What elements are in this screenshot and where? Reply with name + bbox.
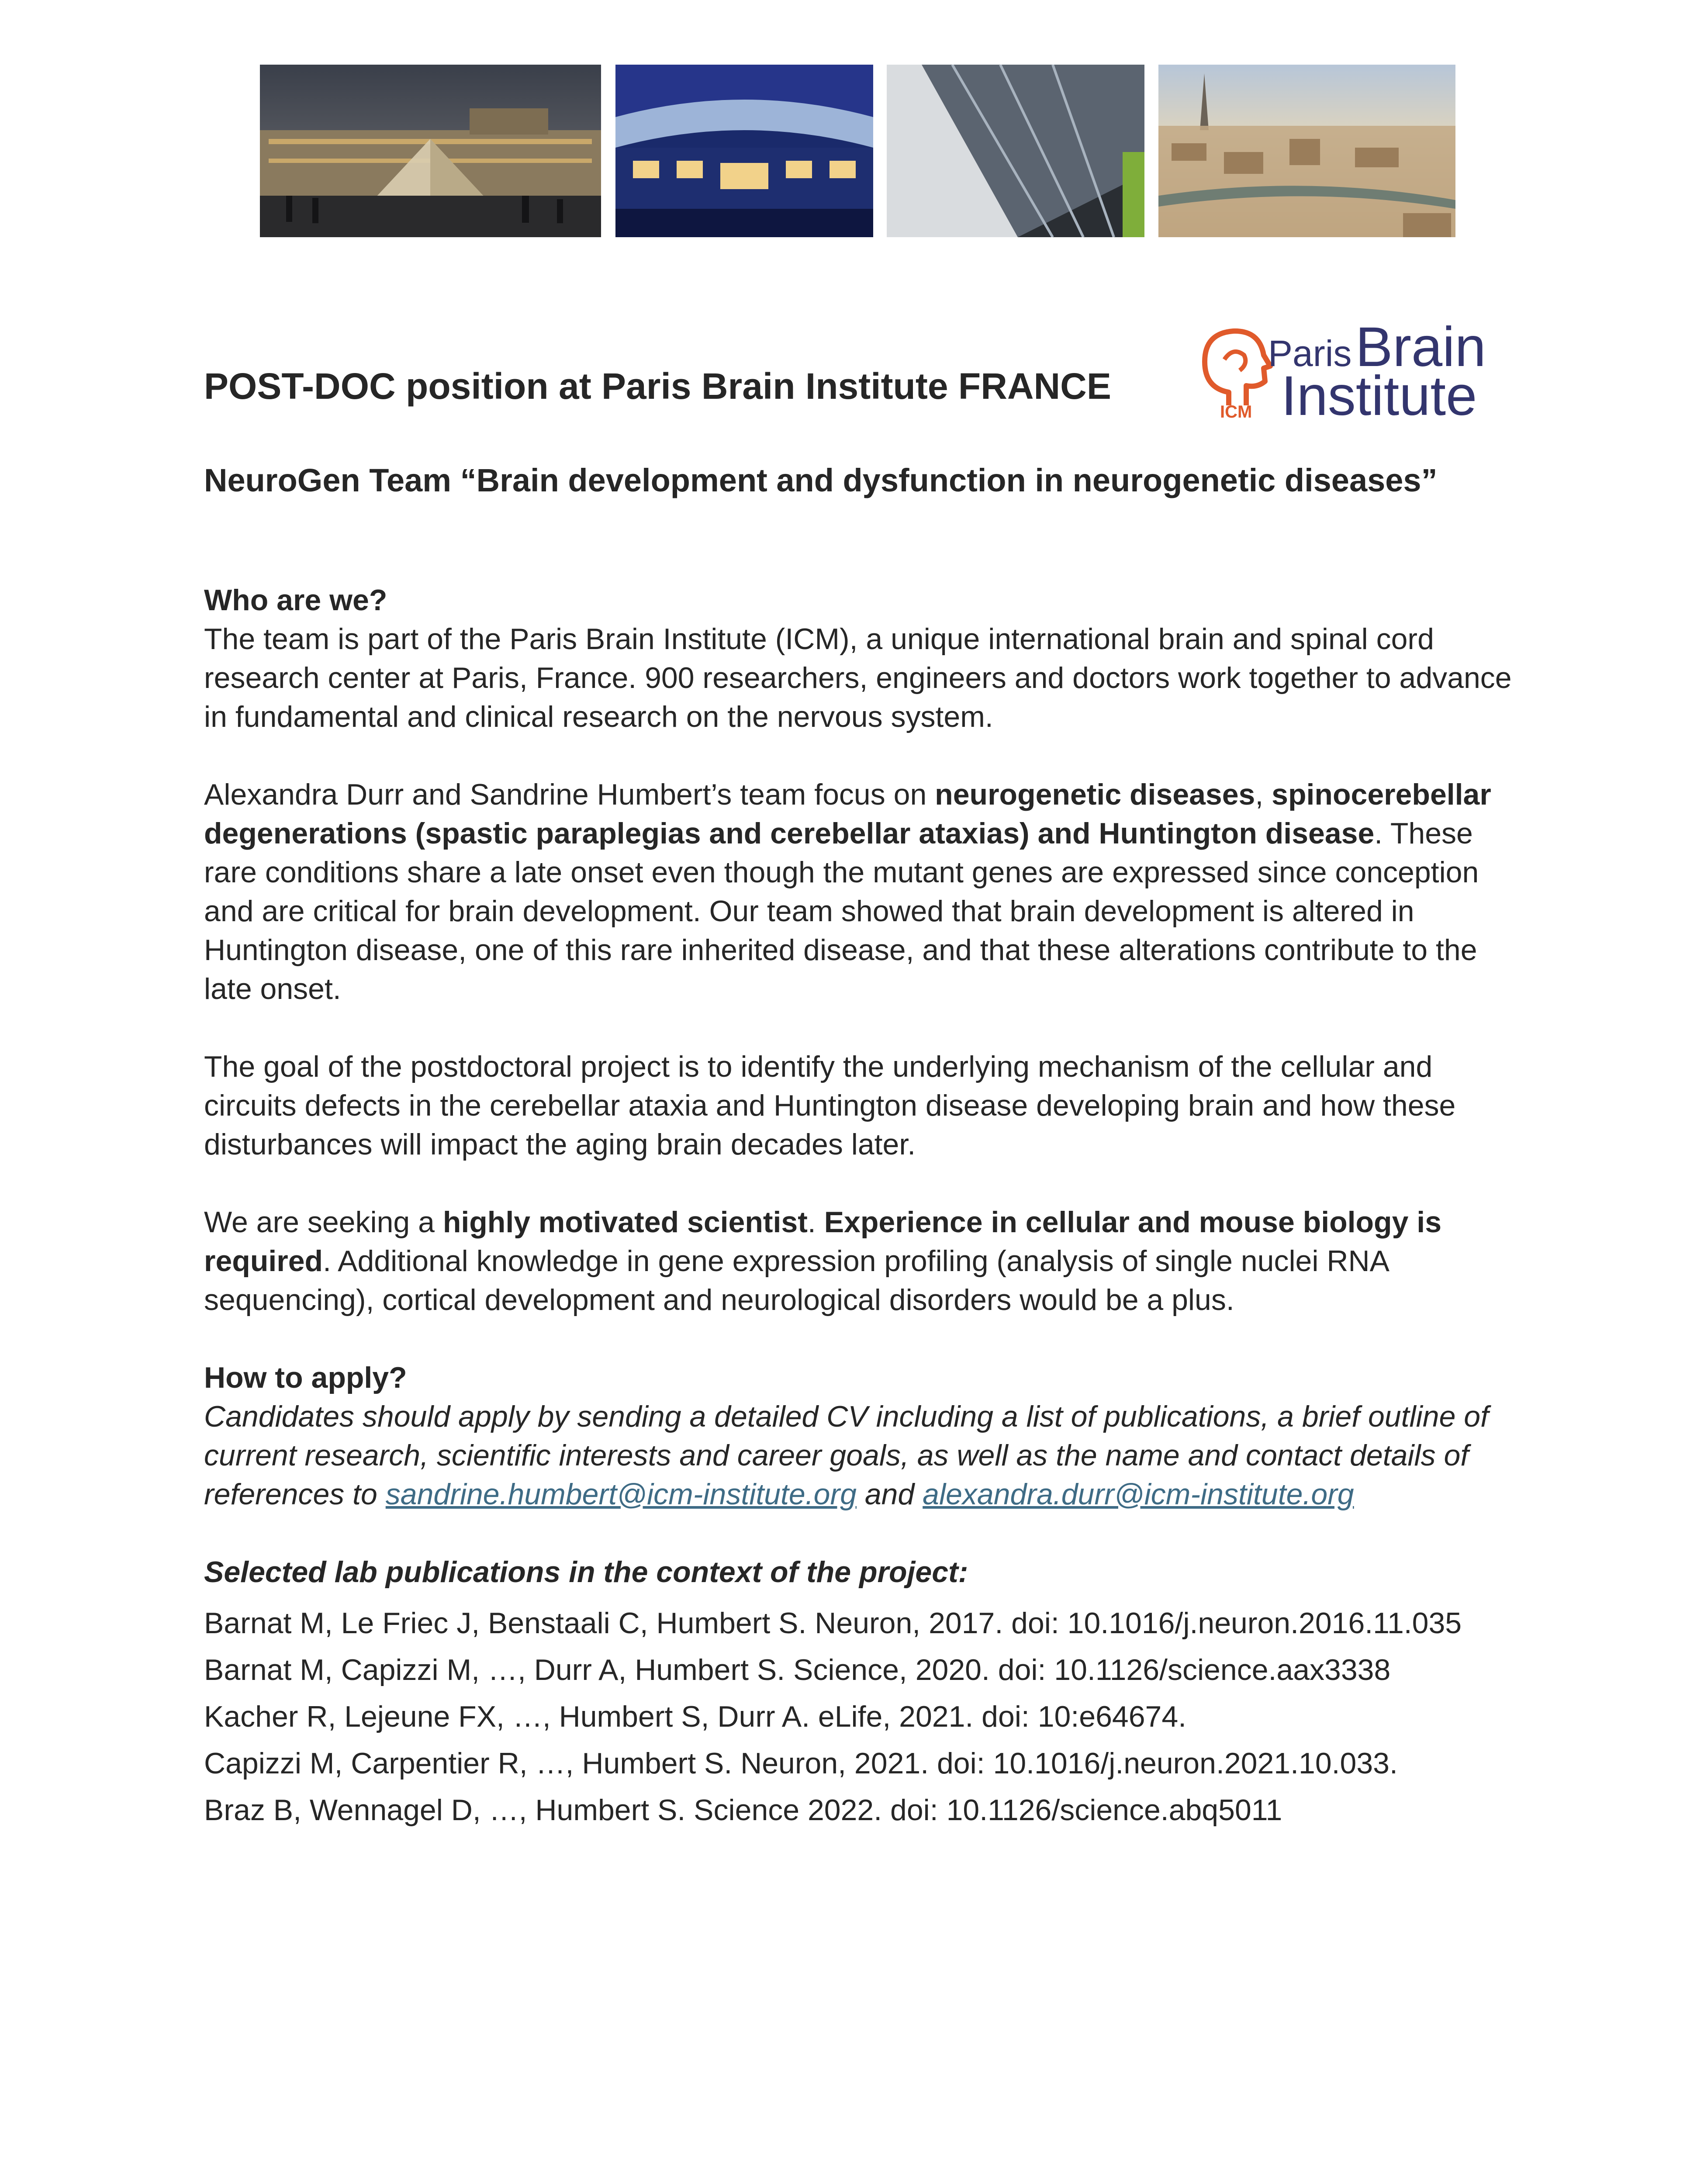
goal-section: The goal of the postdoctoral project is to identify the underlying mechanism of the cellular and circuits defects in the cerebellar ataxia and Huntington disease developing brain and how these disturbances will impact the aging brain decades later. [204,1050,1456,1161]
intro-section [204,581,1514,736]
publication-item: Barnat M, Capizzi M, …, Durr A, Humbert S. Science, 2020. doi: 10.1126/science.aax3338 [204,1653,1391,1686]
louvre-pyramid-night-photo [260,65,601,237]
seeking-text-1: We are seeking a [204,1206,443,1239]
glass-building-corner-photo [887,65,1144,237]
apply-and: and [856,1478,923,1511]
email-link-humbert[interactable]: sandrine.humbert@icm-institute.org [385,1478,857,1511]
apply-section [204,1358,1514,1514]
apply-instructions: Candidates should apply by sending a detailed CV including a list of publications, a brief outline of current research, scientific interests and career goals, as well as the name and contact details of references to [204,1400,1489,1511]
focus-section [204,775,1514,1009]
seeking-text-2: . [807,1206,824,1239]
focus-bold-2: spinocerebellar degenerations (spastic paraplegias and cerebellar ataxias) and Huntington disease [204,778,1491,850]
document-body [204,581,1514,1838]
logo-brain: Brain [1355,318,1486,378]
apply-heading: How to apply? [204,1361,407,1394]
head-profile-icon [1205,331,1270,405]
intro-heading: Who are we? [204,584,387,617]
focus-text-1: Alexandra Durr and Sandrine Humbert’s team focus on [204,778,935,811]
logo-paris: Paris [1268,333,1352,374]
banner-photos [0,65,1704,237]
publication-item: Kacher R, Lejeune FX, …, Humbert S, Durr A. eLife, 2021. doi: 10:e64674. [204,1700,1187,1733]
modern-building-night-photo [615,65,873,237]
seeking-bold-2: Experience in cellular and mouse biology is required [204,1206,1442,1278]
publication-item: Braz B, Wennagel D, …, Humbert S. Science 2022. doi: 10.1126/science.abq5011 [204,1794,1282,1827]
email-link-durr[interactable]: alexandra.durr@icm-institute.org [923,1478,1354,1511]
focus-bold-1: neurogenetic diseases [935,778,1255,811]
publication-item: Capizzi M, Carpentier R, …, Humbert S. Neuron, 2021. doi: 10.1016/j.neuron.2021.10.033. [204,1747,1398,1780]
page-title: POST-DOC position at Paris Brain Institute FRANCE [204,366,1111,407]
intro-text: The team is part of the Paris Brain Institute (ICM), a unique international brain and spinal cord research center at Paris, France. 900 researchers, engineers and doctors work together to advance in fundamental and clinical research on the nervous system. [204,622,1512,733]
publications-heading: Selected lab publications in the context of the project: [204,1555,968,1589]
logo-institute: Institute [1281,365,1477,423]
paris-skyline-eiffel-photo [1158,65,1455,237]
publication-item: Barnat M, Le Friec J, Benstaali C, Humbert S. Neuron, 2017. doi: 10.1016/j.neuron.2016.11.035 [204,1607,1462,1640]
apply-text [204,1400,1489,1511]
paris-brain-institute-logo [1187,318,1493,423]
seeking-bold-1: highly motivated scientist [442,1206,808,1239]
seeking-text-3: . Additional knowledge in gene expression profiling (analysis of single nuclei RNA sequencing), cortical development and neurological disorders would be a plus. [204,1244,1388,1317]
publications-section [204,1553,1514,1830]
seeking-section [204,1203,1514,1320]
focus-text-2: , [1255,778,1272,811]
logo-icm: ICM [1220,402,1252,422]
team-subtitle: NeuroGen Team “Brain development and dysfunction in neurogenetic diseases” [204,462,1438,498]
focus-text-3: . These rare conditions share a late onset even though the mutant genes are expressed since conception and are critical for brain development. Our team showed that brain development is altered in Huntington disease, one of this rare inherited disease, and that these alterations contribute to the late onset. [204,817,1479,1006]
